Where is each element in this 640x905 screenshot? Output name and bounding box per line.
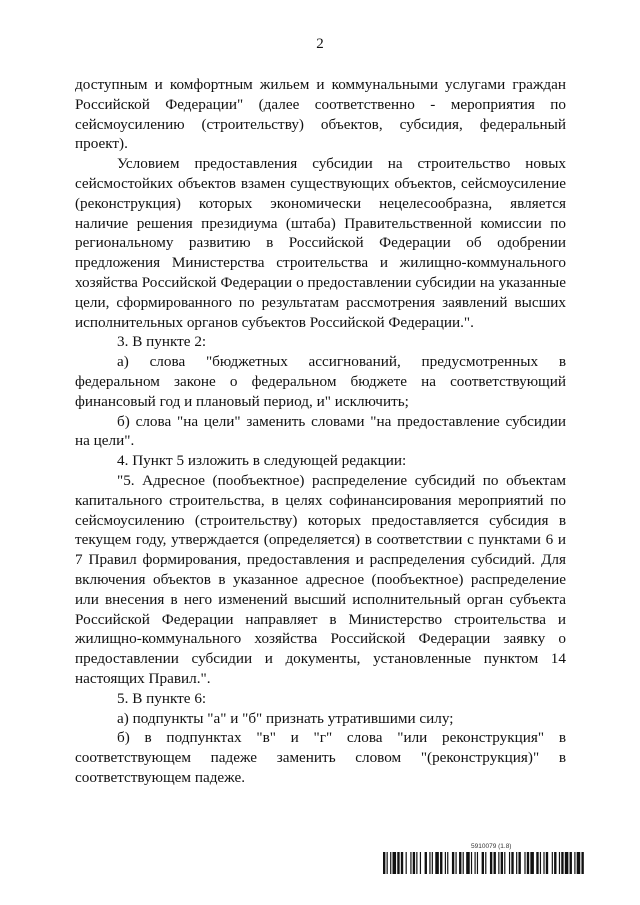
barcode-bar [524,852,525,874]
barcode-bar [387,852,388,874]
barcode-bar [498,852,499,874]
barcode-bar [413,852,415,874]
barcode-bar [536,852,538,874]
paragraph: а) подпункты "а" и "б" признать утратившими силу; [117,709,454,727]
barcode-bar [452,852,454,874]
document-body [75,75,566,788]
barcode-bar [559,852,560,874]
barcode-bar [397,852,399,874]
barcode-bar [390,852,391,874]
barcode-bar [554,852,556,874]
barcode-bar [530,852,534,874]
barcode-bar [527,852,529,874]
barcode-bar [546,852,548,874]
barcode-bar [490,852,492,874]
barcode-bar [516,852,517,874]
paragraph: 5. В пункте 6: [117,689,207,707]
barcode-bar [447,852,448,874]
barcode-bar [543,852,544,874]
barcode-bar [561,852,563,874]
paragraph: б) в подпунктах "в" и "г" слова "или реконструкция" в соответствующем падеже заменить словом "(реконструкция)" в соответствующем падеже. [75,729,566,786]
paragraph: доступным и комфортным жильем и коммунальными услугами граждан Российской Федерации" (далее соответственно - мероприятия по сейсмоусилению (строительству) объектов, субсидия, федеральный проект). [75,76,566,153]
barcode-bar [501,852,503,874]
barcode-bar [463,852,464,874]
barcode-bar [552,852,553,874]
barcode-bar [383,852,385,874]
barcode-bar [459,852,461,874]
barcode-bar [420,852,421,874]
barcode-bar [518,852,520,874]
barcode-number: 5910079 (1.8) [471,843,512,850]
barcode-bar [474,852,475,874]
barcode-bar [509,852,510,874]
barcode-bar [410,852,411,874]
barcode-bar [485,852,486,874]
barcode-bar [540,852,541,874]
paragraph: а) слова "бюджетных ассигнований, предусмотренных в федеральном законе о федеральном бюджете на соответствующий финансовый год и плановый период, и" исключить; [75,353,566,410]
barcode-bar [445,852,446,874]
barcode-bar [435,852,439,874]
barcode-bar [429,852,430,874]
barcode-bar [406,852,407,874]
page-number: 2 [316,36,324,52]
barcode-bar [570,852,572,874]
barcode-bar [504,852,505,874]
barcode-bar [494,852,496,874]
barcode-bar [440,852,442,874]
barcode-bar [471,852,472,874]
paragraph: "5. Адресное (пообъектное) распределение субсидий по объектам капитального строительства, в целях софинансирования мероприятий по сейсмоусилению (строительству) которых предоставляется субсидия в текущем году, утверждается (определяется) в соответствии с пунктами 6 и 7 Правил формирования, предоставления и распределения субсидий. Для включения объектов в указанное адресное (пообъектное) распределение или внесения в него изменений высший исполнительный орган субъекта Российской Федерации направляет в Министерство строительства и жилищно-коммунального хозяйства Российской Федерации заявку о предоставлении субсидии и документы, установленные пунктом 14 настоящих Правил.". [75,471,566,687]
paragraph: Условием предоставления субсидии на строительство новых сейсмостойких объектов взамен существующих объектов, сейсмоусиление (реконструкция) которых экономически нецелесообразна, является наличие решения президиума (штаба) Правительственной комиссии по региональному развитию в Российской Федерации об одобрении предложения Министерства строительства и жилищно-коммунального хозяйства Российской Федерации о предоставлении субсидии на указанные цели, сформированного по результатам рассмотрения заявлений высших исполнительных органов субъектов Российской Федерации.". [75,155,566,331]
document-barcode [383,843,585,875]
barcode-bar [416,852,417,874]
barcode-bar [432,852,433,874]
paragraph: 3. В пункте 2: [117,333,207,351]
barcode-bar [455,852,456,874]
barcode-bar [577,852,581,874]
barcode-bar [581,852,583,874]
barcode-bar [466,852,470,874]
barcode-bars [383,852,585,874]
barcode-bar [511,852,513,874]
barcode-bar [482,852,484,874]
paragraph: 4. Пункт 5 изложить в следующей редакции: [117,452,407,470]
barcode-bar [477,852,478,874]
barcode-bar [574,852,575,874]
barcode-bar [393,852,397,874]
barcode-bar [425,852,427,874]
barcode-bar [401,852,403,874]
paragraph: б) слова "на цели" заменить словами "на предоставление субсидии на цели". [75,412,566,450]
barcode-bar [565,852,569,874]
